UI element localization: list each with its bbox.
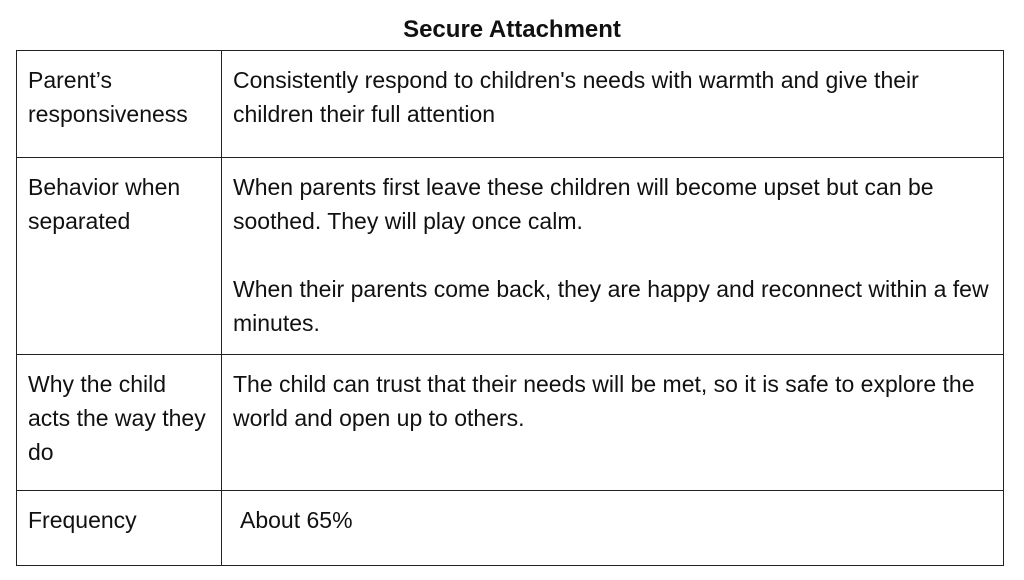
description-paragraph: The child can trust that their needs will be met, so it is safe to explore the world and open up to others. <box>233 371 975 431</box>
row-label-cell <box>17 491 222 566</box>
row-label-cell <box>17 355 222 491</box>
row-label-cell <box>17 51 222 158</box>
description-paragraph: When their parents come back, they are happy and reconnect within a few minutes. <box>233 276 989 336</box>
table-title: Secure Attachment <box>403 16 621 43</box>
description-paragraph: Consistently respond to children's needs with warmth and give their children their full attention <box>233 67 919 127</box>
row-label: Parent’s responsiveness <box>28 67 188 127</box>
row-label: Frequency <box>28 507 137 533</box>
row-label: Behavior when separated <box>28 174 181 234</box>
table-row-parents-responsiveness <box>17 51 1004 158</box>
description-paragraph: When parents first leave these children will become upset but can be soothed. They will play once calm. <box>233 174 934 234</box>
row-description-cell <box>222 158 1004 355</box>
row-description-cell <box>222 51 1004 158</box>
table-row-why-child-acts <box>17 355 1004 491</box>
attachment-table <box>16 50 1004 566</box>
frequency-value: About 65% <box>240 507 353 533</box>
table-row-behavior-when-separated <box>17 158 1004 355</box>
row-label-cell <box>17 158 222 355</box>
table-row-frequency <box>17 491 1004 566</box>
row-description-cell <box>222 491 1004 566</box>
row-description-cell <box>222 355 1004 491</box>
row-label: Why the child acts the way they do <box>28 371 206 465</box>
